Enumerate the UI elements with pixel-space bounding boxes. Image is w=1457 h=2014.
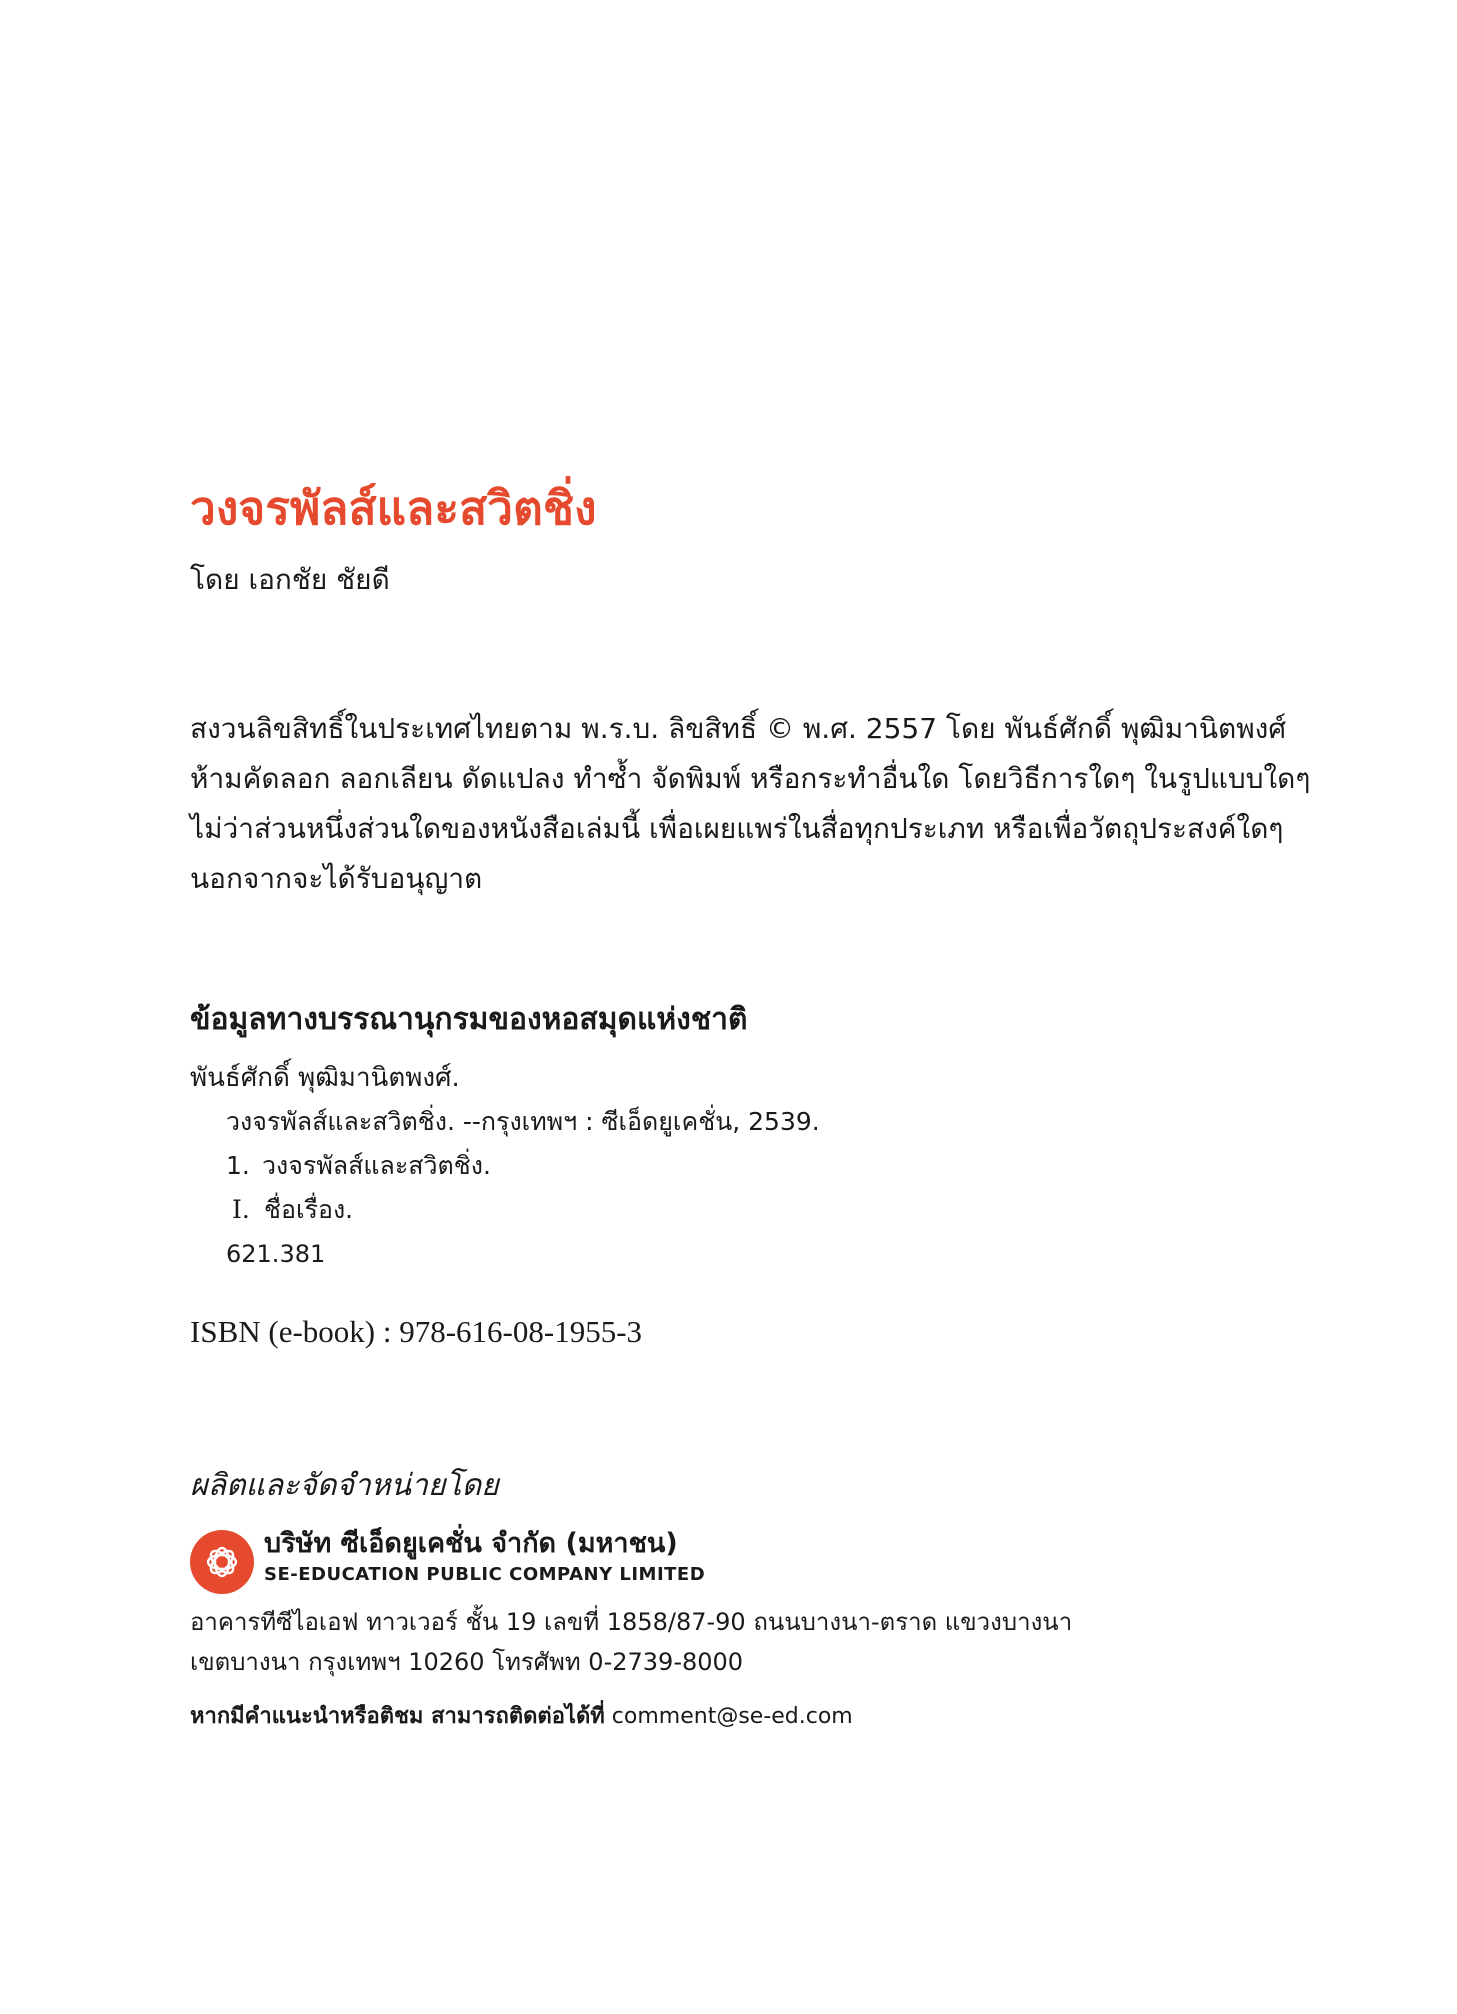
cip-subject <box>226 1146 491 1186</box>
company-name-thai: บริษัท ซีเอ็ดยูเคชั่น จำกัด (มหาชน) <box>264 1528 678 1559</box>
distributed-by-label: ผลิตและจัดจำหน่ายโดย <box>190 1468 499 1503</box>
company-name-english: SE-EDUCATION PUBLIC COMPANY LIMITED <box>264 1564 706 1585</box>
cip-entry: วงจรพัลส์และสวิตชิ่ง. --กรุงเทพฯ : ซีเอ็ดยูเคชั่น, 2539. <box>226 1107 820 1136</box>
address-line: เขตบางนา กรุงเทพฯ 10260 โทรศัพท 0-2739-8000 <box>190 1648 744 1676</box>
contact-email[interactable]: comment@se-ed.com <box>611 1704 853 1729</box>
cip-heading: ข้อมูลทางบรรณานุกรมของหอสมุดแห่งชาติ <box>190 1002 748 1037</box>
cip-subject-number: 1. <box>226 1151 250 1180</box>
cip-title-text: ชื่อเรื่อง. <box>264 1195 354 1224</box>
author-line: โดย เอกชัย ชัยดี <box>190 563 390 596</box>
copyright-line: ห้ามคัดลอก ลอกเลียน ดัดแปลง ทำซ้ำ จัดพิมพ์ หรือกระทำอื่นใด โดยวิธีการใดๆ ในรูปแบบใดๆ <box>190 762 1311 795</box>
cip-subject-text: วงจรพัลส์และสวิตชิ่ง. <box>262 1151 491 1180</box>
copyright-line: นอกจากจะได้รับอนุญาต <box>190 862 483 895</box>
cip-author: พันธ์ศักดิ์ พุฒิมานิตพงศ์. <box>190 1063 460 1093</box>
cip-classification: 621.381 <box>226 1240 326 1268</box>
cip-title-entry <box>232 1190 353 1230</box>
publisher-address <box>190 1602 1072 1682</box>
copyright-line: สงวนลิขสิทธิ์ในประเทศไทยตาม พ.ร.บ. ลิขสิทธิ์ © พ.ศ. 2557 โดย พันธ์ศักดิ์ พุฒิมานิตพงศ์ <box>190 712 1287 745</box>
copyright-notice <box>190 704 1310 904</box>
se-ed-logo-icon <box>190 1530 254 1594</box>
address-line: อาคารทีซีไอเอฟ ทาวเวอร์ ชั้น 19 เลขที่ 1858/87-90 ถนนบางนา-ตราด แขวงบางนา <box>190 1608 1073 1636</box>
contact-label: หากมีคำแนะนำหรือติชม สามารถติดต่อได้ที่ <box>190 1704 605 1729</box>
book-title: วงจรพัลส์และสวิตชิ่ง <box>190 481 597 535</box>
contact-line <box>190 1700 853 1734</box>
copyright-line: ไม่ว่าส่วนหนึ่งส่วนใดของหนังสือเล่มนี้ เพื่อเผยแพร่ในสื่อทุกประเภท หรือเพื่อวัตถุประสงค์ใดๆ <box>190 812 1284 845</box>
isbn: ISBN (e-book) : 978-616-08-1955-3 <box>190 1314 643 1349</box>
cip-title-number: I. <box>232 1195 250 1224</box>
